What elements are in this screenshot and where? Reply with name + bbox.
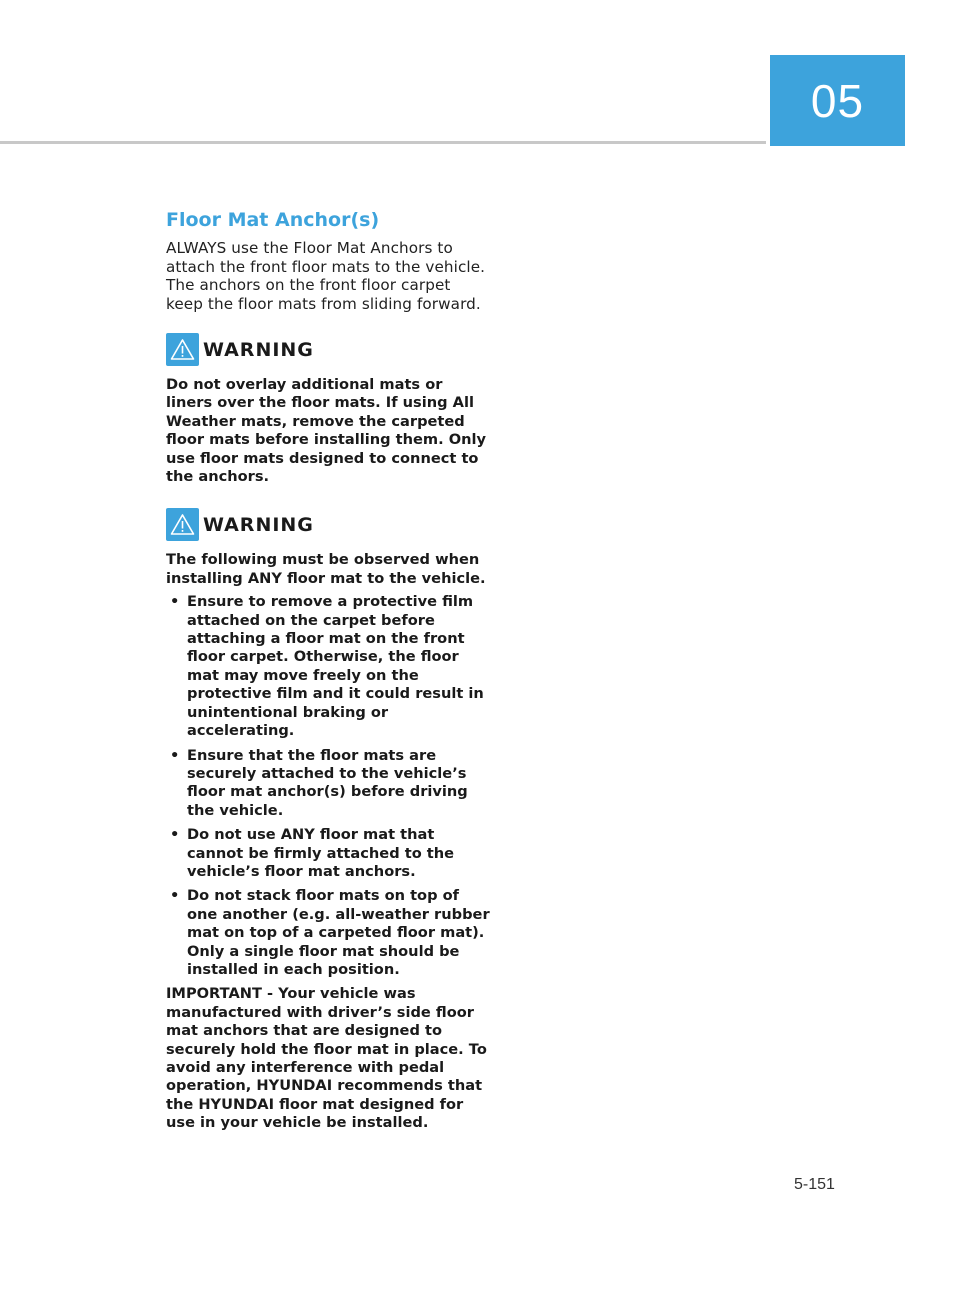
bullet-glyph: • [170,593,180,611]
bullet-glyph: • [170,887,180,905]
bullet-glyph: • [170,746,180,764]
warning-intro: The following must be observed when installing ANY floor mat to the vehicle. [166,551,486,587]
list-item-text: Do not use ANY floor mat that cannot be firmly attached to the vehicle’s floor mat anchors. [187,826,455,880]
warning-heading [166,333,491,366]
warning-block-1 [166,333,491,486]
section-title: Floor Mat Anchor(s) [166,209,380,231]
list-item-text: Ensure that the floor mats are securely attached to the vehicle’s floor mat anchor(s) before driving the vehicle. [187,746,468,819]
chapter-tab [770,55,905,146]
warning-block-2 [166,508,491,1132]
list-item [166,593,491,740]
warning-bullet-list [166,593,491,979]
list-item [166,887,491,979]
warning-label: WARNING [203,338,314,361]
page-number: 5-151 [794,1176,835,1193]
header-rule [0,141,766,144]
main-content [166,207,491,1133]
bullet-glyph: • [170,826,180,844]
chapter-number: 05 [810,74,865,127]
warning-triangle-icon [166,508,199,541]
warning-text: Do not overlay additional mats or liners over the floor mats. If using All Weather mats, remove the carpeted floor mats before installing them. Only use floor mats designed to connect to the anchors. [166,376,487,486]
important-note: IMPORTANT - Your vehicle was manufactured with driver’s side floor mat anchors that are designed to securely hold the floor mat in place. To avoid any interference with pedal operation, HYUNDAI recommends that the HYUNDAI floor mat designed for use in your vehicle be installed. [166,985,487,1132]
list-item-text: Do not stack floor mats on top of one another (e.g. all-weather rubber mat on top of a carpeted floor mat). Only a single floor mat should be installed in each position. [187,887,490,978]
list-item-text: Ensure to remove a protective film attached on the carpet before attaching a floor mat on the front floor carpet. Otherwise, the floor mat may move freely on the protective film and it could result in unintentional braking or accelerating. [187,593,484,740]
warning-heading [166,508,491,541]
warning-triangle-icon [166,333,199,366]
warning-label: WARNING [203,513,314,536]
list-item [166,747,491,821]
section-body: ALWAYS use the Floor Mat Anchors to attach the front floor mats to the vehicle. The anchors on the front floor carpet keep the floor mats from sliding forward. [166,239,486,313]
list-item [166,826,491,881]
